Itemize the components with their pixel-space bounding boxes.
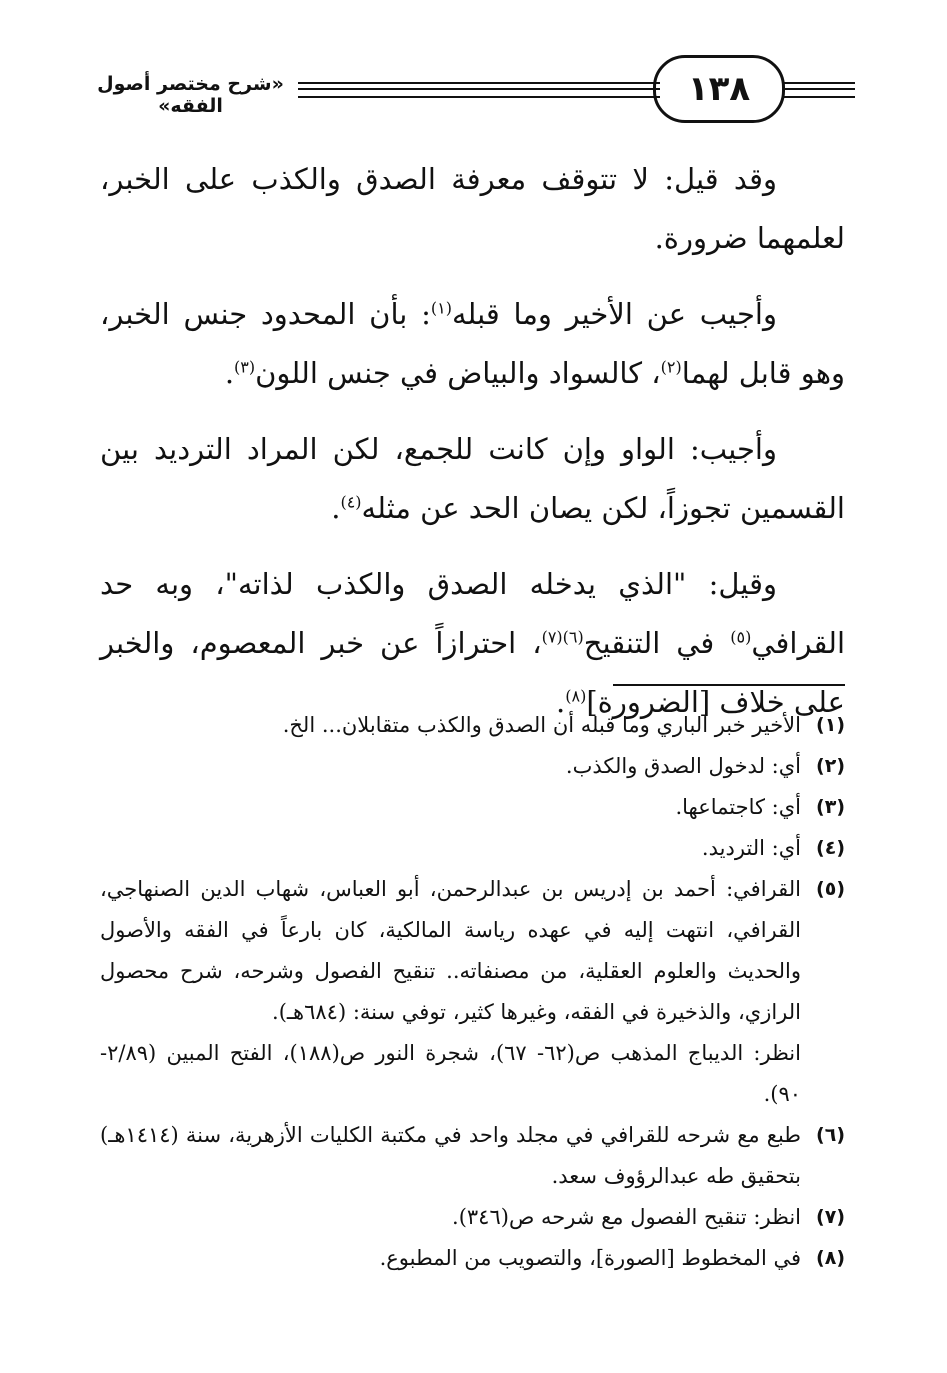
page-number: ١٣٨ — [653, 55, 785, 123]
book-title: «شرح مختصر أصول الفقه» — [97, 73, 284, 117]
footnote-text: انظر: تنقيح الفصول مع شرحه ص(٣٤٦). — [452, 1205, 801, 1229]
header-rule-right — [780, 82, 855, 98]
footnote-item — [100, 787, 845, 828]
footnote-item — [100, 1238, 845, 1279]
footnote-text: أي: كاجتماعها. — [675, 795, 801, 819]
paragraph-text: . — [224, 356, 235, 390]
running-header — [88, 55, 855, 125]
paragraph — [100, 285, 845, 403]
paragraph-text: وقد قيل: لا تتوقف معرفة الصدق والكذب على الخبر، لعلمهما ضرورة. — [100, 162, 845, 255]
paragraph — [100, 420, 845, 538]
footnote-item — [100, 1115, 845, 1197]
paragraph — [100, 150, 845, 268]
footnote-number: (٥) — [816, 878, 845, 900]
footnote-number: (٣) — [816, 796, 845, 818]
footnote-item — [100, 1197, 845, 1238]
header-rule-left — [298, 82, 660, 98]
footnote-text: أي: الترديد. — [701, 836, 801, 860]
footnote-ref: (٨) — [565, 686, 587, 706]
footnote-continuation: انظر: الديباج المذهب ص(٦٢- ٦٧)، شجرة النور ص(١٨٨)، الفتح المبين (٢/٨٩- ٩٠). — [100, 1041, 801, 1106]
footnote-number: (٧) — [816, 1206, 845, 1228]
footnote-text: في المخطوط [الصورة]، والتصويب من المطبوع. — [379, 1246, 801, 1270]
footnote-item — [100, 746, 845, 787]
paragraph-text: ، كالسواد والبياض في جنس اللون — [255, 356, 661, 390]
footnote-text: طبع مع شرحه للقرافي في مجلد واحد في مكتبة الكليات الأزهرية، سنة (١٤١٤هـ) بتحقيق طه عبدالرؤوف سعد. — [100, 1123, 801, 1188]
paragraph-text: : بأن المحدود جنس الخبر، وهو قابل لهما — [100, 297, 845, 390]
footnote-ref: (٥) — [730, 627, 752, 647]
footnote-number: (١) — [816, 714, 845, 736]
paragraph-text: وأجيب عن الأخير وما قبله — [451, 297, 777, 331]
paragraph-text: ، احترازاً عن خبر المعصوم، والخبر على خلاف [الضرورة] — [100, 626, 845, 719]
paragraph-text: في التنقيح — [583, 626, 731, 660]
footnotes — [100, 705, 845, 1279]
footnote-ref: (١) — [430, 298, 452, 318]
footnote-text: القرافي: أحمد بن إدريس بن عبدالرحمن، أبو العباس، شهاب الدين الصنهاجي، القرافي، انتهت إليه في عهده رياسة المالكية، كان بارعاً في الفقه والأصول والحديث والعلوم العقلية، من مصنفاته.. تنقيح الفصول وشرحه، شرح محصول الرازي، والذخيرة في الفقه، وغيرها كثير، توفي سنة: (٦٨٤هـ). — [100, 877, 801, 1024]
footnote-text: الأخير خبر الباري وما قبله أن الصدق والكذب متقابلان... الخ. — [282, 713, 801, 737]
footnote-number: (٤) — [816, 837, 845, 859]
main-text — [100, 150, 845, 749]
footnote-number: (٦) — [816, 1124, 845, 1146]
footnote-ref: (٦)(٧) — [541, 627, 584, 647]
footnote-separator — [613, 684, 845, 686]
footnote-ref: (٣) — [234, 357, 256, 377]
footnote-ref: (٤) — [340, 492, 362, 512]
footnote-item — [100, 869, 845, 1033]
paragraph-text: وقيل: "الذي يدخله الصدق والكذب لذاته"، وبه حد القرافي — [100, 567, 846, 660]
footnote-item — [100, 705, 845, 746]
footnote-ref: (٢) — [660, 357, 682, 377]
paragraph-text: . — [331, 491, 341, 525]
footnote-item — [100, 828, 845, 869]
footnote-number: (٨) — [816, 1247, 845, 1269]
paragraph-text: . — [556, 685, 566, 719]
footnote-number: (٢) — [816, 755, 845, 777]
footnote-text: أي: لدخول الصدق والكذب. — [565, 754, 801, 778]
paragraph-text: وأجيب: الواو وإن كانت للجمع، لكن المراد الترديد بين القسمين تجوزاً، لكن يصان الحد عن مثله — [100, 432, 845, 525]
